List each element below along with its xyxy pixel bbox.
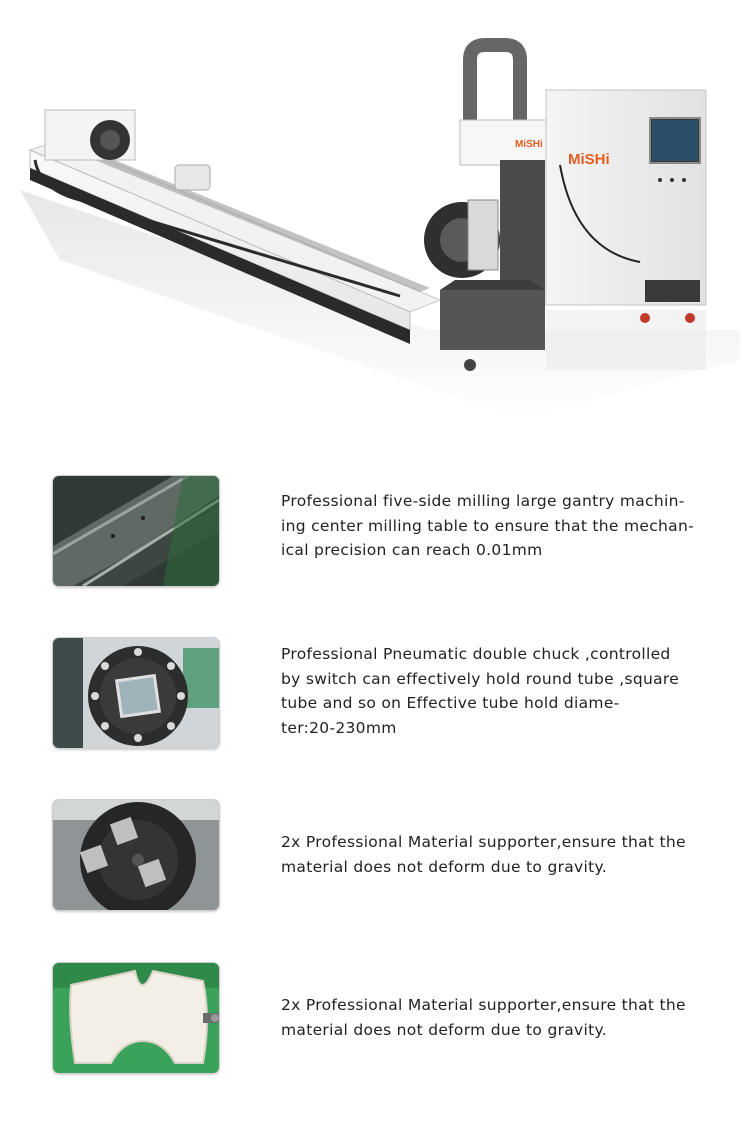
description-line: tube and so on Effective tube hold diame- <box>281 694 620 712</box>
description-line: Professional five-side milling large gantry machin- <box>281 492 685 510</box>
feature-description <box>281 489 701 563</box>
description-line: material does not deform due to gravity. <box>281 1020 608 1039</box>
description-line: ical precision can reach 0.01mm <box>281 541 543 559</box>
machine-hero-image <box>0 0 750 450</box>
svg-text:MiSHi: MiSHi <box>515 139 543 150</box>
feature-description <box>281 642 701 740</box>
roller-supporter-image <box>53 963 219 1073</box>
description-line: by switch can effectively hold round tube ,square <box>281 669 680 688</box>
description-line: ing center milling table to ensure that the mechan- <box>281 516 694 535</box>
description-line: 2x Professional Material supporter,ensure that the <box>281 833 686 851</box>
description-line: ter:20-230mm <box>281 718 397 737</box>
feature-row-pneumatic-chuck <box>0 638 750 750</box>
description-line: 2x Professional Material supporter,ensure that the <box>281 996 686 1014</box>
description-line: Professional Pneumatic double chuck ,controlled <box>281 645 671 663</box>
milling-table-image <box>53 476 219 586</box>
feature-description <box>281 993 701 1042</box>
feature-row-milling-table <box>0 476 750 588</box>
svg-text:MiSHi: MiSHi <box>568 151 610 168</box>
feature-row-material-supporter <box>0 800 750 912</box>
feature-description <box>281 830 701 879</box>
feature-row-roller-supporter <box>0 963 750 1075</box>
chuck-jaws-image <box>53 800 219 910</box>
description-line: material does not deform due to gravity. <box>281 857 608 876</box>
pneumatic-chuck-image <box>53 638 219 748</box>
